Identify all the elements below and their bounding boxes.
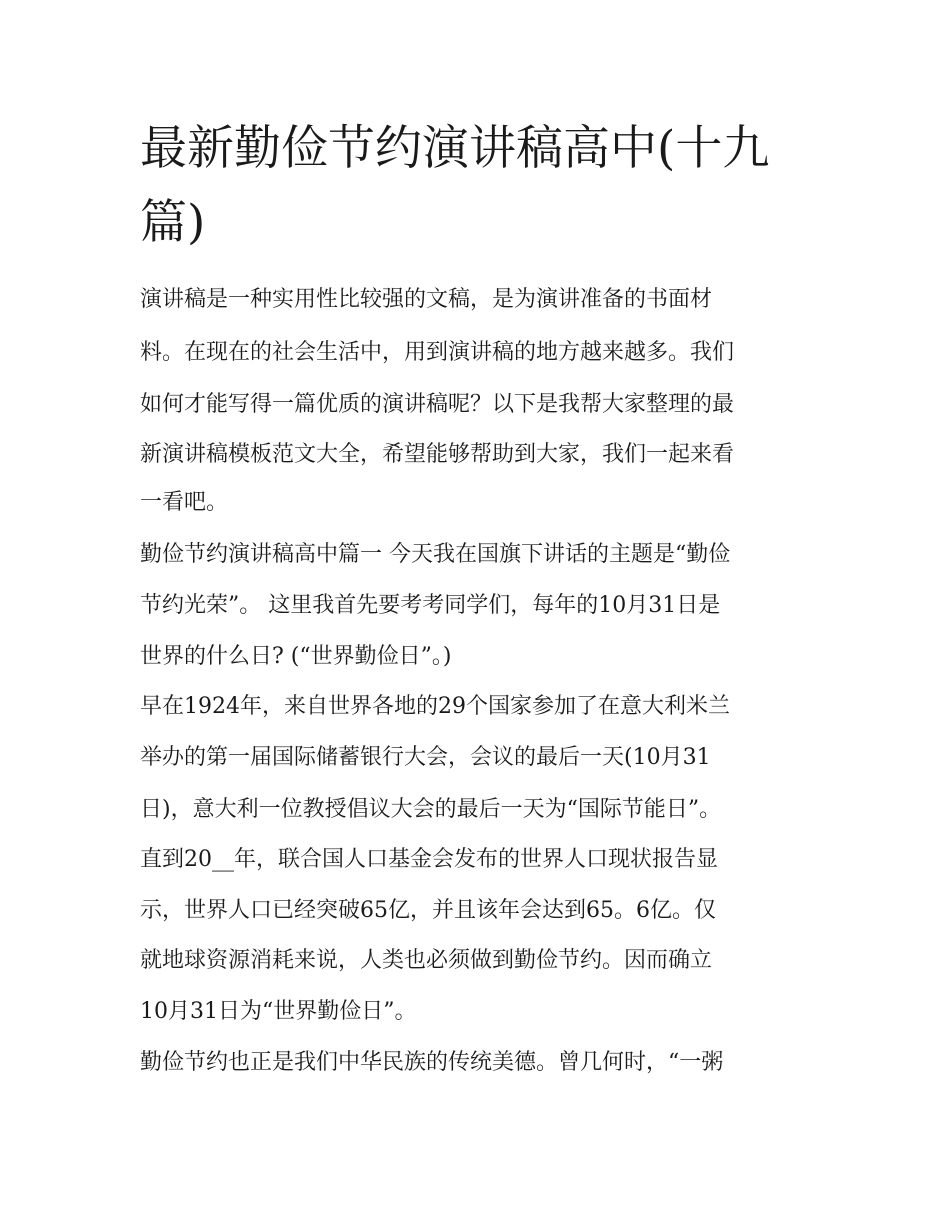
body-line: 如何才能写得一篇优质的演讲稿呢？以下是我帮大家整理的最 xyxy=(140,392,735,417)
body-line: 勤俭节约也正是我们中华民族的传统美德。曾几何时，“一粥 xyxy=(140,1050,724,1075)
body-line: 早在1924年，来自世界各地的29个国家参加了在意大利米兰 xyxy=(140,694,730,719)
body-line: 日)，意大利一位教授倡议大会的最后一天为“国际节能日”。 xyxy=(140,797,722,822)
body-line: 新演讲稿模板范文大全，希望能够帮助到大家，我们一起来看 xyxy=(140,442,735,467)
body-line: 示，世界人口已经突破65亿，并且该年会达到65。6亿。仅 xyxy=(140,898,716,923)
document-title: 最新勤俭节约演讲稿高中(十九篇) xyxy=(140,121,770,250)
body-line: 勤俭节约演讲稿高中篇一 今天我在国旗下讲话的主题是“勤俭 xyxy=(140,542,731,567)
body-line: 举办的第一届国际储蓄银行大会，会议的最后一天(10月31 xyxy=(140,745,711,770)
body-line: 节约光荣”。 这里我首先要考考同学们，每年的10月31日是 xyxy=(140,593,721,618)
body-line: 料。在现在的社会生活中，用到演讲稿的地方越来越多。我们 xyxy=(140,340,735,365)
body-line: 世界的什么日? (“世界勤俭日”。) xyxy=(140,644,452,669)
body-line: 一看吧。 xyxy=(140,490,229,515)
body-line: 演讲稿是一种实用性比较强的文稿，是为演讲准备的书面材 xyxy=(140,287,713,312)
body-line: 就地球资源消耗来说，人类也必须做到勤俭节约。因而确立 xyxy=(140,948,713,973)
body-line: 直到20__年，联合国人口基金会发布的世界人口现状报告显 xyxy=(140,847,718,872)
body-line: 10月31日为“世界勤俭日”。 xyxy=(140,999,417,1024)
